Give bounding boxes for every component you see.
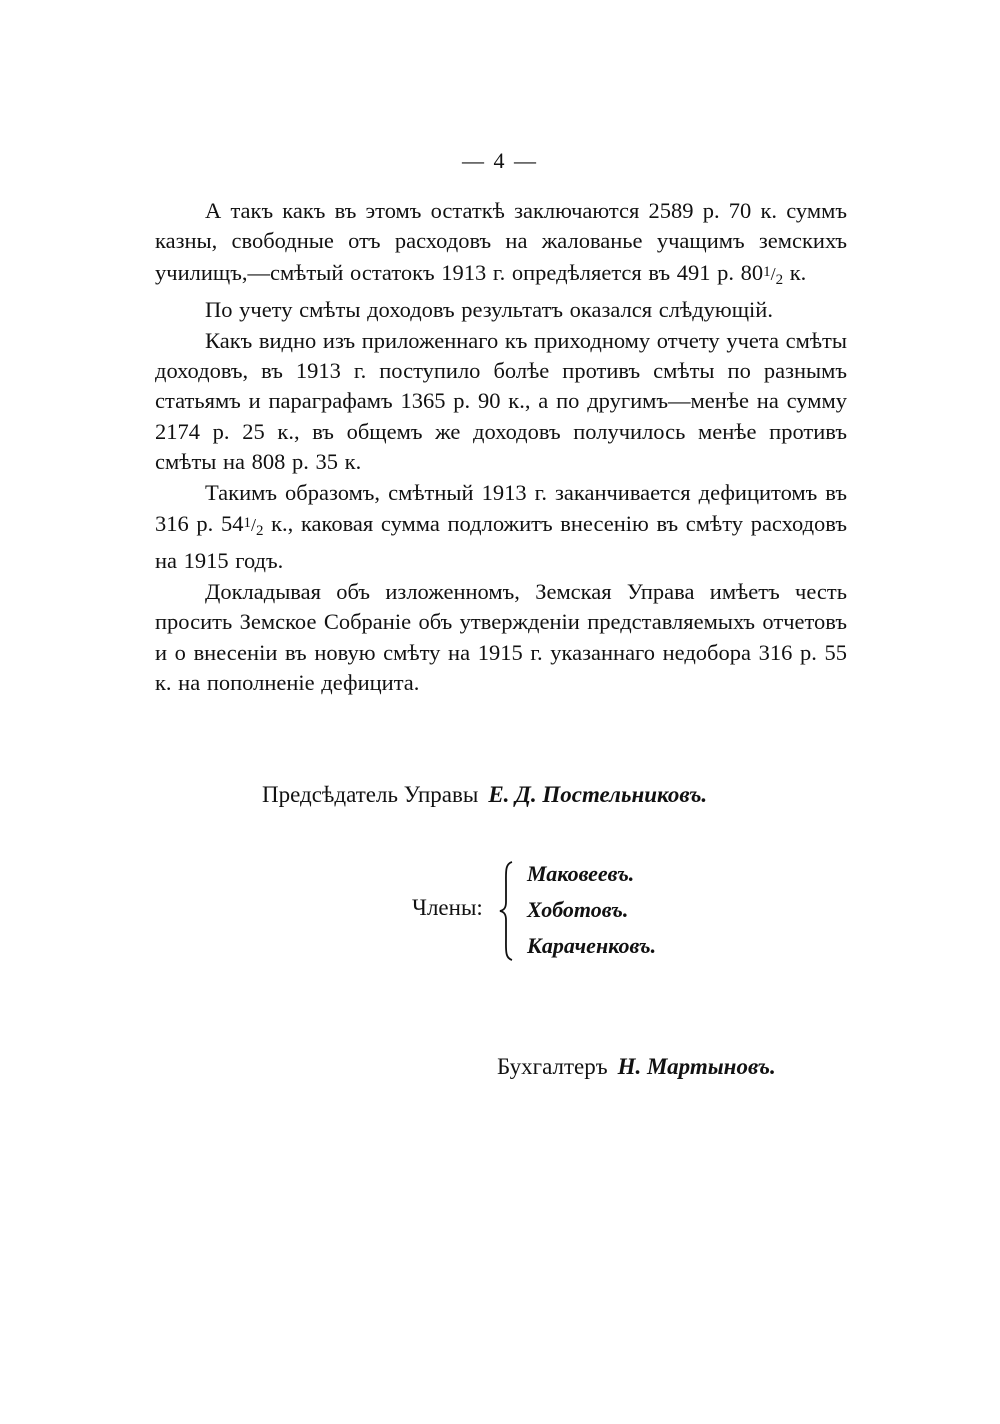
accountant-name: Н. Мартыновъ. [617, 1054, 776, 1079]
fraction-numerator: 1 [243, 515, 251, 532]
member-name: Маковеевъ. [527, 861, 635, 886]
paragraph-remainder-text: А такъ какъ въ этомъ остаткѣ заключаются 2589 р. 70 к. суммъ казны, свободные отъ расходовъ на жалованье учащимъ земскихъ училищъ,—смѣтый остатокъ 1913 г. опредѣляется въ 491 р. 80 [155, 198, 847, 285]
chairman-name: Е. Д. Постельниковъ. [488, 782, 708, 807]
member-name: Хоботовъ. [527, 897, 629, 922]
fraction-slash: / [250, 515, 256, 536]
fraction-numerator: 1 [763, 263, 771, 280]
members-list [527, 856, 656, 964]
accountant-signature [497, 1054, 776, 1080]
paragraph-remainder-tail: к. [783, 259, 807, 285]
paragraph-remainder [155, 196, 847, 295]
accountant-title: Бухгалтеръ [497, 1054, 608, 1079]
fraction-slash: / [770, 263, 776, 284]
member-name: Караченковъ. [527, 933, 657, 958]
document-body [155, 196, 847, 699]
paragraph-income-result: По учету смѣты доходовъ результатъ оказался слѣдующій. [205, 297, 773, 323]
members-brace [497, 860, 517, 962]
paragraph-deficit [155, 478, 847, 577]
paragraph-request: Докладывая объ изложенномъ, Земская Управа имѣетъ честь просить Земское Собраніе объ утвержденіи представляемыхъ отчетовъ и о внесеніи въ новую смѣту на 1915 г. указаннаго недобора 316 р. 55 к. на пополненіе дефицита. [155, 578, 847, 696]
chairman-signature [262, 782, 707, 808]
paragraph-deficit-text: Такимъ образомъ, смѣтный 1913 г. заканчивается дефицитомъ въ 316 р. 54 [155, 479, 847, 537]
fraction-denominator: 2 [775, 271, 784, 288]
page-number: — 4 — [462, 148, 538, 173]
members-label: Члены: [412, 895, 483, 920]
fraction-denominator: 2 [255, 523, 264, 540]
chairman-title: Предсѣдатель Управы [262, 782, 479, 807]
paragraph-deficit-tail: к., каковая сумма подложитъ внесенію въ смѣту расходовъ на 1915 годъ. [155, 511, 848, 574]
paragraph-income-detail: Какъ видно изъ приложеннаго къ приходному отчету учета смѣты доходовъ, въ 1913 г. поступило болѣе противъ смѣты по разнымъ статьямъ и параграфамъ 1365 р. 90 к., а по другимъ—менѣе на сумму 2174 р. 25 к., въ общемъ же доходовъ получилось менѣе противъ смѣты на 808 р. 35 к. [155, 327, 847, 475]
